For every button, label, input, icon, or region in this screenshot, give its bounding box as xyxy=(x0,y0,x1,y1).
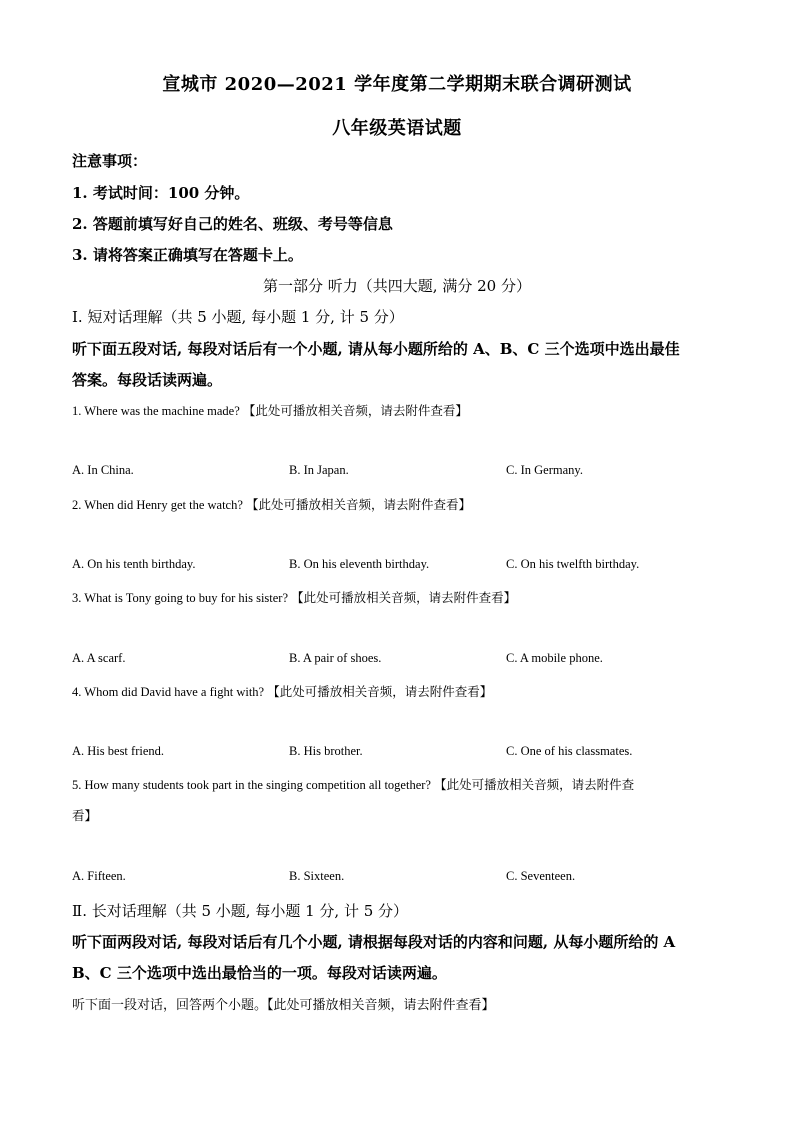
section1-heading: Ⅰ. 短对话理解（共 5 小题, 每小题 1 分, 计 5 分） xyxy=(72,308,404,326)
question-5: 5. How many students took part in the singing competition all together? 【此处可播放相关音频，请去附件查 xyxy=(72,778,635,792)
q5-option-b: B. Sixteen. xyxy=(289,869,345,883)
note-item-1: 1. 考试时间：100 分钟。 xyxy=(72,184,250,202)
q3-option-a: A. A scarf. xyxy=(72,651,126,665)
q3-option-b: B. A pair of shoes. xyxy=(289,651,382,665)
q1-option-b: B. In Japan. xyxy=(289,463,349,477)
section2-heading: Ⅱ. 长对话理解（共 5 小题, 每小题 1 分, 计 5 分） xyxy=(72,902,409,920)
q5-option-a: A. Fifteen. xyxy=(72,869,126,883)
note-item-3: 3. 请将答案正确填写在答题卡上。 xyxy=(72,246,303,264)
q4-option-a: A. His best friend. xyxy=(72,744,164,758)
q5-option-c: C. Seventeen. xyxy=(506,869,576,883)
section2-sub-instruction: 听下面一段对话，回答两个小题。【此处可播放相关音频，请去附件查看】 xyxy=(72,998,495,1013)
q2-option-c: C. On his twelfth birthday. xyxy=(506,557,640,571)
section1-instruction-line2: 答案。每段话读两遍。 xyxy=(72,371,223,389)
part1-heading: 第一部分 听力（共四大题, 满分 20 分） xyxy=(263,277,531,295)
q1-option-c: C. In Germany. xyxy=(506,463,583,477)
question-5-continued: 看】 xyxy=(72,809,98,823)
q1-option-a: A. In China. xyxy=(72,463,134,477)
q4-option-c: C. One of his classmates. xyxy=(506,744,633,758)
question-3: 3. What is Tony going to buy for his sister? 【此处可播放相关音频，请去附件查看】 xyxy=(72,591,517,605)
question-4: 4. Whom did David have a fight with? 【此处可播放相关音频，请去附件查看】 xyxy=(72,685,493,699)
q2-option-b: B. On his eleventh birthday. xyxy=(289,557,430,571)
exam-title: 宣城市 2020—2021 学年度第二学期期末联合调研测试 xyxy=(162,74,632,95)
notes-heading: 注意事项： xyxy=(72,152,148,170)
section1-instruction-line1: 听下面五段对话, 每段对话后有一个小题, 请从每小题所给的 A、B、C 三个选项中选出最佳 xyxy=(72,340,680,358)
q3-option-c: C. A mobile phone. xyxy=(506,651,603,665)
question-1: 1. Where was the machine made? 【此处可播放相关音频，请去附件查看】 xyxy=(72,404,468,418)
question-2: 2. When did Henry get the watch? 【此处可播放相关音频，请去附件查看】 xyxy=(72,498,472,512)
note-item-2: 2. 答题前填写好自己的姓名、班级、考号等信息 xyxy=(72,215,393,233)
q2-option-a: A. On his tenth birthday. xyxy=(72,557,196,571)
exam-subtitle: 八年级英语试题 xyxy=(332,118,462,139)
section2-instruction-line1: 听下面两段对话, 每段对话后有几个小题, 请根据每段对话的内容和问题, 从每小题所给的 A xyxy=(72,933,676,951)
q4-option-b: B. His brother. xyxy=(289,744,363,758)
section2-instruction-line2: B、C 三个选项中选出最恰当的一项。每段对话读两遍。 xyxy=(72,964,447,982)
